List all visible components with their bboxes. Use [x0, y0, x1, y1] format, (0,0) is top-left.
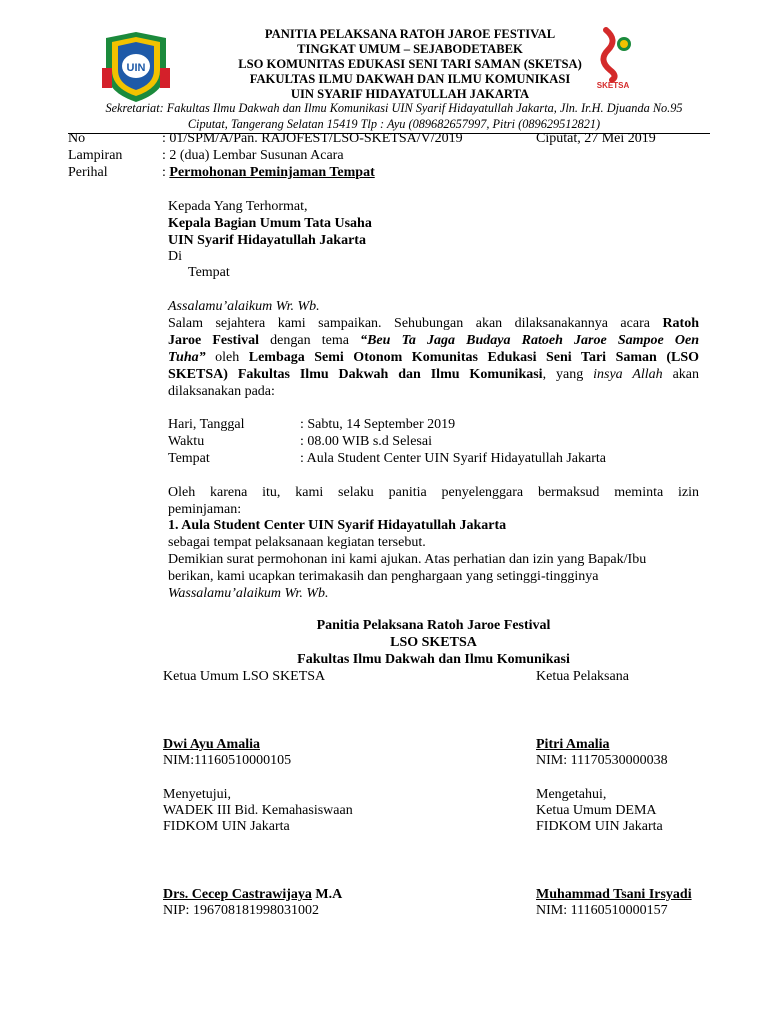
signature-org-1: Panitia Pelaksana Ratoh Jaroe Festival [316, 618, 551, 633]
event-theme: Tuha” [168, 350, 206, 365]
approver-title: M.A [311, 887, 343, 902]
acknowledger-nim: NIM: 11160510000157 [536, 903, 668, 918]
no-label: No [68, 131, 86, 146]
left-signer-nim: NIM:11160510000105 [163, 753, 292, 768]
sketsa-logo-text: SKETSA [596, 81, 630, 90]
right-signer-nim: NIM: 11170530000038 [536, 753, 668, 768]
perihal-label: Perihal [68, 165, 108, 180]
detail-hari-label: Hari, Tanggal [168, 417, 245, 432]
sekretariat-line-1: Sekretariat: Fakultas Ilmu Dakwah dan Ilmu Komunikasi UIN Syarif Hidayatullah Jakarta, Jln. Ir.H. Djuanda No.95 [105, 101, 683, 115]
sekretariat-line-2: Ciputat, Tangerang Selatan 15419 Tlp : Ayu (089682657997, Pitri (089629512821) [187, 117, 601, 131]
uin-logo-text: UIN [126, 62, 146, 74]
organizer-name: Lembaga Semi Otonom Komunitas Edukasi Seni Tari Saman (LSO [248, 350, 699, 365]
right-signer-role: Ketua Pelaksana [536, 669, 629, 684]
salam-opening: Assalamu’alaikum Wr. Wb. [168, 299, 320, 314]
header-line-5: UIN SYARIF HIDAYATULLAH JAKARTA [290, 87, 530, 101]
right-signer-name: Pitri Amalia [536, 737, 610, 752]
body-p2-line-1: Oleh karena itu, kami selaku panitia penyelenggara bermaksud meminta izin [168, 485, 699, 500]
event-theme: “Beu Ta Jaga Budaya Ratoeh Jaroe Sampoe Oen [360, 333, 699, 348]
acknowledger-label: Mengetahui, [536, 787, 607, 802]
body-line-5: dilaksanakan pada: [168, 384, 275, 399]
left-signer-role: Ketua Umum LSO SKETSA [163, 669, 326, 684]
body-p3: sebagai tempat pelaksanaan kegiatan tersebut. [168, 535, 426, 550]
approver-unit: FIDKOM UIN Jakarta [163, 819, 290, 834]
approver-nip: NIP: 196708181998031002 [163, 903, 319, 918]
signature-org-2: LSO SKETSA [390, 635, 477, 650]
detail-waktu-label: Waktu [168, 434, 205, 449]
acknowledger-name: Muhammad Tsani Irsyadi [536, 887, 692, 902]
header-line-3: LSO KOMUNITAS EDUKASI SENI TARI SAMAN (SKETSA) [238, 57, 582, 71]
header-line-2: TINGKAT UMUM – SEJABODETABEK [297, 42, 523, 56]
no-value: : 01/SPM/A/Pan. RAJOFEST/LSO-SKETSA/V/2019 [162, 131, 463, 146]
body-p2-line-2: peminjaman: [168, 502, 242, 517]
detail-hari-value: : Sabtu, 14 September 2019 [300, 417, 456, 432]
perihal-value: Permohonan Peminjaman Tempat [169, 165, 375, 180]
organizer-name: SKETSA) Fakultas Ilmu Dakwah dan Ilmu Komunikasi [168, 367, 543, 382]
body-line-1 [168, 315, 699, 332]
body-text: oleh [205, 350, 249, 365]
recipient-di: Di [168, 249, 182, 264]
lampiran-label: Lampiran [68, 148, 123, 163]
detail-tempat-value: : Aula Student Center UIN Syarif Hidayatullah Jakarta [300, 451, 606, 466]
body-text-italic: insya Allah [593, 367, 663, 382]
acknowledger-role: Ketua Umum DEMA [536, 803, 657, 818]
greeting: Kepada Yang Terhormat, [168, 199, 308, 214]
approver-name-row [163, 886, 342, 903]
left-signer-name: Dwi Ayu Amalia [163, 737, 260, 752]
event-name: Jaroe Festival [168, 333, 259, 348]
approver-role: WADEK III Bid. Kemahasiswaan [163, 803, 353, 818]
body-p4-line-1: Demikian surat permohonan ini kami ajukan. Atas perhatian dan izin yang Bapak/Ibu [168, 552, 647, 567]
body-text: akan [662, 367, 700, 382]
detail-waktu-value: : 08.00 WIB s.d Selesai [300, 434, 432, 449]
signature-org-3: Fakultas Ilmu Dakwah dan Ilmu Komunikasi [297, 652, 570, 667]
event-name: Ratoh [662, 316, 699, 331]
body-text: Salam sejahtera kami sampaikan. Sehubungan akan dilaksanakannya acara [168, 316, 663, 331]
salam-closing: Wassalamu’alaikum Wr. Wb. [168, 586, 329, 601]
perihal-colon: : [162, 165, 170, 180]
letter-date: Ciputat, 27 Mei 2019 [536, 131, 656, 146]
body-line-2 [168, 332, 699, 349]
approver-label: Menyetujui, [163, 787, 232, 802]
recipient-line-1: Kepala Bagian Umum Tata Usaha [168, 216, 372, 231]
body-line-3 [168, 349, 699, 366]
acknowledger-unit: FIDKOM UIN Jakarta [536, 819, 663, 834]
recipient-tempat: Tempat [188, 265, 230, 280]
body-line-4 [168, 366, 699, 383]
borrow-item-1: 1. Aula Student Center UIN Syarif Hidayatullah Jakarta [168, 518, 507, 533]
body-text: , yang [542, 367, 594, 382]
body-p4-line-2: berikan, kami ucapkan terimakasih dan penghargaan yang setinggi-tingginya [168, 569, 599, 584]
header-line-4: FAKULTAS ILMU DAKWAH DAN ILMU KOMUNIKASI [249, 72, 571, 86]
lampiran-value: : 2 (dua) Lembar Susunan Acara [162, 148, 344, 163]
approver-name: Drs. Cecep Castrawijaya [163, 887, 312, 902]
recipient-line-2: UIN Syarif Hidayatullah Jakarta [168, 233, 366, 248]
header-line-1: PANITIA PELAKSANA RATOH JAROE FESTIVAL [264, 27, 556, 41]
perihal-row [162, 164, 375, 181]
body-text: dengan tema [258, 333, 361, 348]
detail-tempat-label: Tempat [168, 451, 210, 466]
